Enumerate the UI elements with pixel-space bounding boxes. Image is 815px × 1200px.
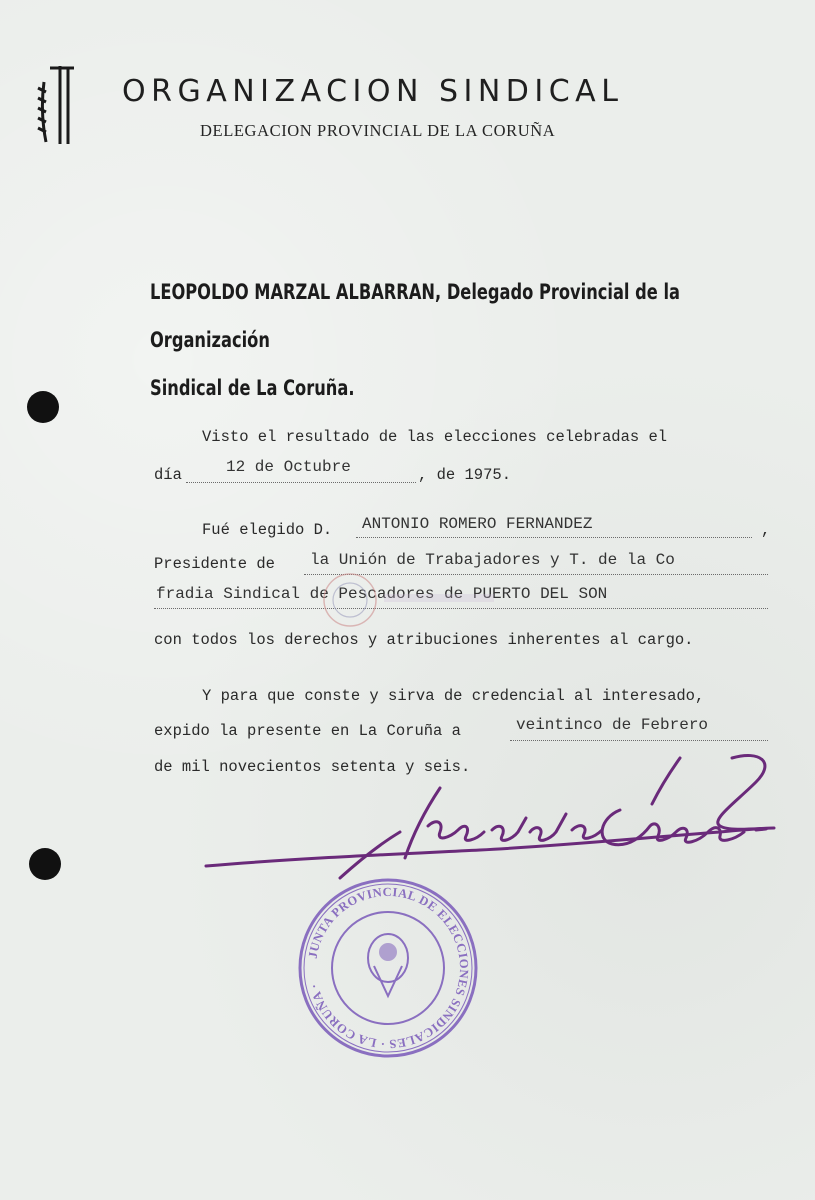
election-date: 12 de Octubre [226, 458, 351, 476]
stamp-emblem-icon [368, 934, 408, 996]
rights-line: con todos los derechos y atribuciones inherentes al cargo. [154, 631, 694, 649]
stamp-ring-text: JUNTA PROVINCIAL DE ELECCIONES SINDICALES · LA CORUÑA · [305, 884, 472, 1052]
name-comma: , [761, 521, 771, 539]
yoke-arrows-emblem-icon [30, 62, 78, 148]
declaration-line-1: LEOPOLDO MARZAL ALBARRAN, Delegado Provincial de la Organización [150, 280, 680, 352]
name-dotted-line [356, 537, 752, 538]
issue-date: veintinco de Febrero [516, 716, 709, 734]
electoral-board-stamp [296, 876, 480, 1060]
expido-label: expido la presente en La Coruña a [154, 722, 461, 740]
handwritten-signature [200, 748, 780, 898]
visto-line: Visto el resultado de las elecciones celebradas el [202, 428, 668, 446]
faint-seal-imprint-icon [310, 570, 500, 630]
year-line: de mil novecientos setenta y seis. [154, 758, 471, 776]
conste-line: Y para que conste y sirva de credencial al interesado, [202, 687, 705, 705]
punch-hole-bottom [29, 848, 61, 880]
declaration-line-2: Sindical de La Coruña. [150, 376, 355, 400]
svg-text:JUNTA PROVINCIAL DE ELECCIONES [306, 885, 472, 1051]
dia-label: día [154, 466, 182, 484]
elected-name: ANTONIO ROMERO FERNANDEZ [362, 515, 593, 533]
organization-title: ORGANIZACION SINDICAL [122, 74, 624, 109]
elegido-label: Fué elegido D. [202, 521, 333, 539]
punch-hole-top [27, 391, 59, 423]
presidente-label: Presidente de [154, 555, 275, 573]
date-dotted-line [186, 482, 416, 483]
position-line-2: fradia Sindical de Pescadores de PUERTO DEL SON [156, 585, 608, 603]
delegation-subtitle: DELEGACION PROVINCIAL DE LA CORUÑA [200, 121, 556, 140]
year-suffix: , de 1975. [418, 466, 512, 484]
declaration-heading [150, 268, 769, 412]
issue-date-dotted-line [510, 740, 768, 741]
position-line-1: la Unión de Trabajadores y T. de la Co [310, 551, 675, 569]
